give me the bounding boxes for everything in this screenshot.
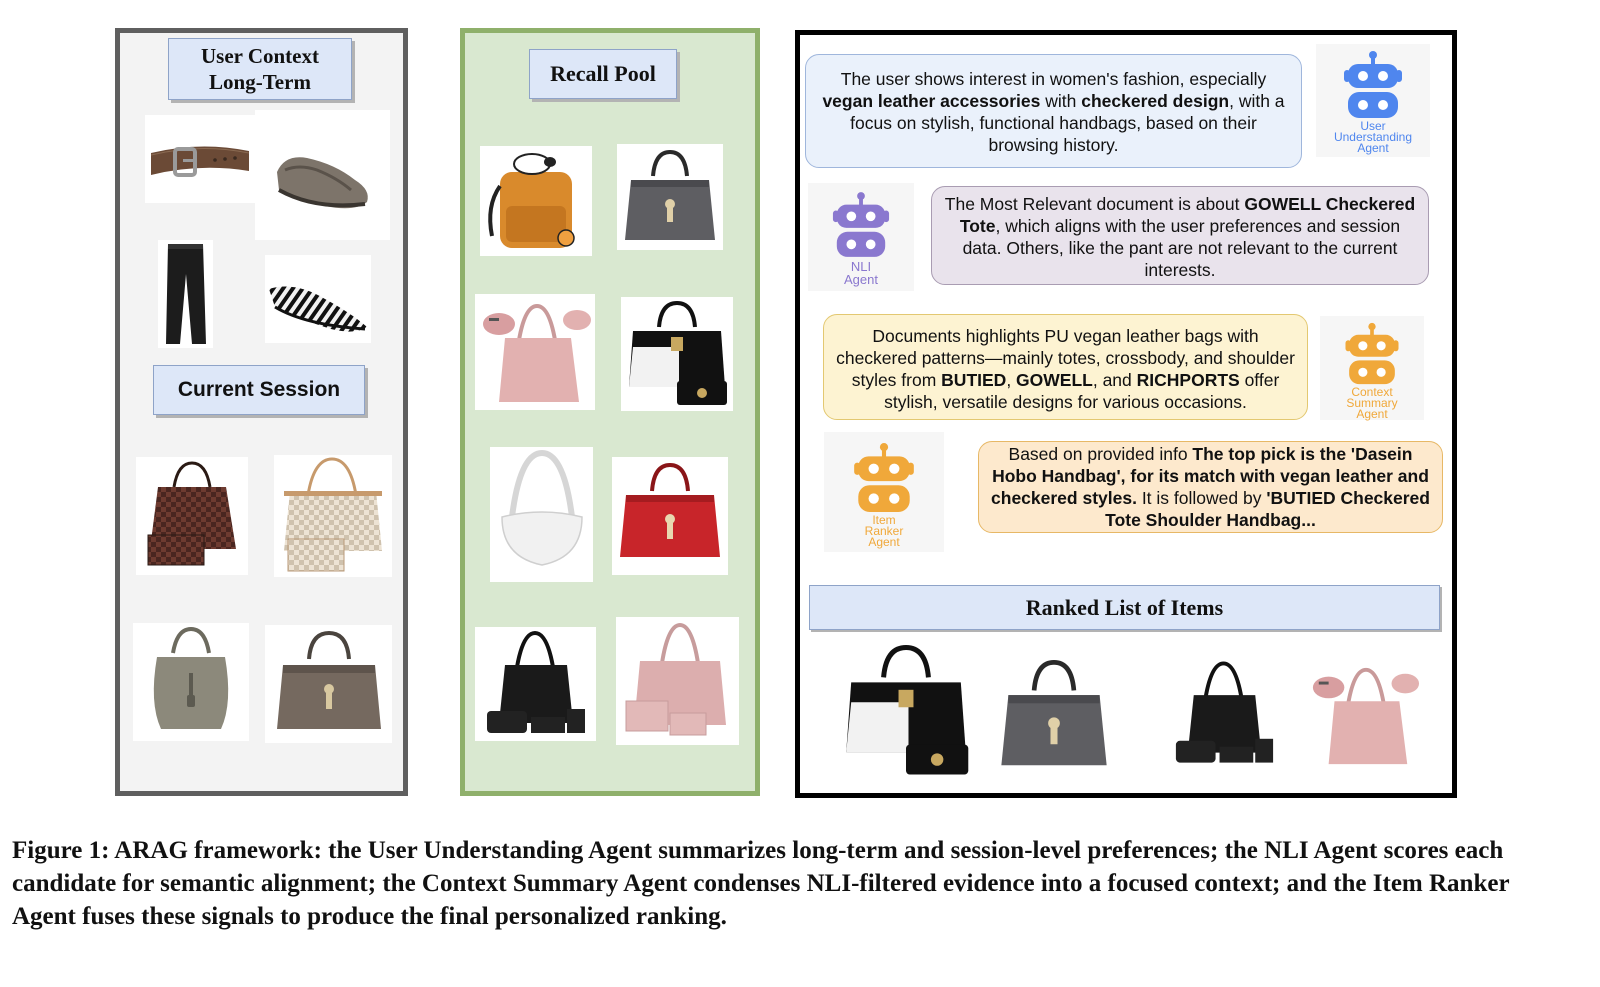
context-summary-bubble [823, 314, 1308, 420]
ctx-bubble-bold-2: GOWELL [1016, 370, 1093, 390]
product-pants [158, 240, 213, 348]
user-bubble-text-2: with [1040, 91, 1082, 111]
ctx-bubble-text-3: , and [1092, 370, 1137, 390]
product-belt [145, 115, 255, 203]
ranker-bubble-text-2: It is followed by [1136, 488, 1267, 508]
product-handbag-red [612, 457, 728, 575]
current-session-header: Current Session [153, 365, 365, 415]
context-summary-agent [1320, 316, 1424, 420]
ranker-bubble-bold-1: The top pick is the 'Dasein Hobo Handbag', for its match with vegan leather and checkered styles. [991, 444, 1429, 508]
agent-label-line-1: Item [872, 513, 896, 527]
product-tote-pink [475, 294, 595, 410]
agent-label-line-2: Ranker [864, 524, 904, 538]
agent-label-line-1: User [1360, 119, 1386, 133]
robot-icon [1342, 50, 1404, 120]
ranker-bubble-text-1: Based on provided info [1008, 444, 1193, 464]
agent-label-line-3: Agent [868, 535, 900, 549]
ctx-bubble-bold-3: RICHPORTS [1136, 370, 1240, 390]
ranked-item-4 [1305, 658, 1423, 772]
user-bubble-text-1: The user shows interest in women's fashion, especially [840, 69, 1267, 89]
ranked-item-3 [1164, 650, 1284, 778]
ctx-bubble-bold-1: BUTIED [941, 370, 1007, 390]
user-understanding-bubble [805, 54, 1302, 168]
ranked-item-2 [992, 650, 1116, 780]
agent-label-line-1: NLI [850, 259, 872, 274]
product-handbag-grey [617, 144, 723, 250]
product-tote-black-set [475, 627, 596, 741]
agent-label-line-2: Understanding [1333, 130, 1413, 144]
nli-bubble-bold-1: GOWELL Checkered Tote [959, 194, 1416, 236]
ranked-item-1 [836, 640, 976, 782]
product-handbag-taupe [265, 625, 392, 743]
item-ranker-agent [824, 432, 944, 552]
product-striped-flat [265, 255, 371, 343]
ranker-bubble-bold-2: 'BUTIED Checkered Tote Shoulder Handbag... [1105, 488, 1430, 530]
user-bubble-text-3: , with a focus on stylish, functional handbags, based on their browsing history. [850, 91, 1285, 155]
product-checkered-tote-brown [136, 457, 248, 575]
ctx-bubble-text-2: , [1006, 370, 1017, 390]
figure-caption: Figure 1: ARAG framework: the User Understanding Agent summarizes long-term and session-level preferences; the NLI Agent scores each candidate for semantic alignment; the Context Summary Agent condenses NLI-filtered evidence into a focused context; and the Item Ranker Agent fuses these signals to produce the final personalized ranking. [12, 837, 1510, 930]
agent-label-line-1: Context [1351, 385, 1393, 399]
product-handbag-black-white [621, 297, 733, 411]
product-character-backpack [480, 146, 592, 256]
robot-icon [1343, 322, 1401, 386]
nli-agent [808, 183, 914, 291]
user-bubble-bold-1: vegan leather accessories [822, 91, 1041, 111]
user-context-long-term-header [168, 38, 352, 100]
robot-icon [852, 442, 916, 514]
product-hobo-white [490, 447, 593, 582]
agent-label-line-2: Summary [1346, 396, 1398, 410]
ranked-list-header: Ranked List of Items [809, 585, 1440, 630]
nli-bubble-text-2: , which aligns with the user preferences and session data. Others, like the pant are not relevant to the current interests. [962, 216, 1401, 280]
robot-icon [831, 191, 891, 259]
agent-label-line-3: Agent [1356, 407, 1388, 421]
agent-label-line-2: Agent [844, 272, 878, 287]
ctx-bubble-text-4: offer stylish, versatile designs for various occasions. [884, 370, 1280, 412]
agent-label-line-3: Agent [1357, 141, 1389, 155]
ctx-bubble-text-1: Documents highlights PU vegan leather bags with checkered patterns—mainly totes, crossbody, and shoulder styles from [836, 326, 1295, 390]
nli-bubble [931, 186, 1429, 285]
header-line-2: Long-Term [209, 70, 311, 94]
recall-pool-header: Recall Pool [529, 49, 677, 99]
user-bubble-bold-2: checkered design [1081, 91, 1230, 111]
user-understanding-agent [1316, 44, 1430, 157]
product-flat-shoe [255, 110, 390, 240]
product-bucket-bag-grey [133, 623, 249, 741]
nli-bubble-text-1: The Most Relevant document is about [944, 194, 1245, 214]
product-tote-pink-set [616, 617, 739, 745]
header-line-1: User Context [200, 44, 319, 68]
item-ranker-bubble [978, 441, 1443, 533]
product-checkered-tote-beige [274, 455, 392, 577]
